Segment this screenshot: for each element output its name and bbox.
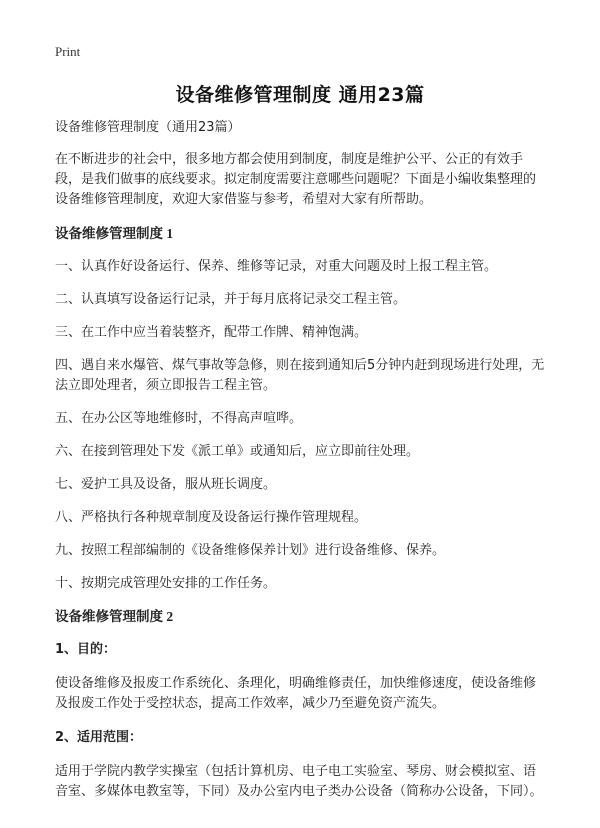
purpose-text: 使设备维修及报废工作系统化、条理化，明确维修责任，加快维修速度，使设备维修及报废工作处于受控状态，提高工作效率，减少乃至避免资产流失。 (55, 676, 537, 711)
document-body (55, 118, 547, 816)
section-2-heading: 设备维修管理制度 2 (55, 609, 174, 624)
section-1-heading: 设备维修管理制度 1 (55, 226, 174, 241)
document-subtitle: 设备维修管理制度（通用23篇） (55, 120, 241, 135)
print-label[interactable]: Print (55, 44, 81, 59)
rule-item: 九、按照工程部编制的《设备维修保养计划》进行设备维修、保养。 (55, 543, 446, 558)
scope-heading: 2、适用范围： (55, 730, 143, 745)
rule-item: 三、在工作中应当着装整齐，配带工作牌、精神饱满。 (55, 325, 368, 340)
rule-item: 七、爱护工具及设备，服从班长调度。 (55, 477, 277, 492)
rule-item: 一、认真作好设备运行、保养、维修等记录，对重大问题及时上报工程主管。 (55, 259, 498, 274)
rule-item: 五、在办公区等地维修时，不得高声喧哗。 (55, 411, 303, 426)
rule-item: 六、在接到管理处下发《派工单》或通知后，应立即前往处理。 (55, 444, 420, 459)
rule-item: 二、认真填写设备运行记录，并于每月底将记录交工程主管。 (55, 292, 407, 307)
intro-paragraph: 在不断进步的社会中，很多地方都会使用到制度，制度是维护公平、公正的有效手段，是我们做事的底线要求。拟定制度需要注意哪些问题呢？下面是小编收集整理的设备维修管理制度，欢迎大家借鉴与参考，希望对大家有所帮助。 (55, 152, 537, 207)
scope-text: 适用于学院内教学实操室（包括计算机房、电子电工实验室、琴房、财会模拟室、语音室、多媒体电教室等，下同）及办公室内电子类办公设备（简称办公设备，下同）。 (55, 764, 543, 799)
rule-item: 十、按期完成管理处安排的工作任务。 (55, 576, 277, 591)
document-title: 设备维修管理制度 通用23篇 (175, 84, 425, 106)
rule-item: 八、严格执行各种规章制度及设备运行操作管理规程。 (55, 510, 368, 525)
rule-item: 四、遇自来水爆管、煤气事故等急修，则在接到通知后5分钟内赶到现场进行处理，无法立即处理者，须立即报告工程主管。 (55, 358, 545, 393)
purpose-heading: 1、目的： (55, 642, 117, 657)
